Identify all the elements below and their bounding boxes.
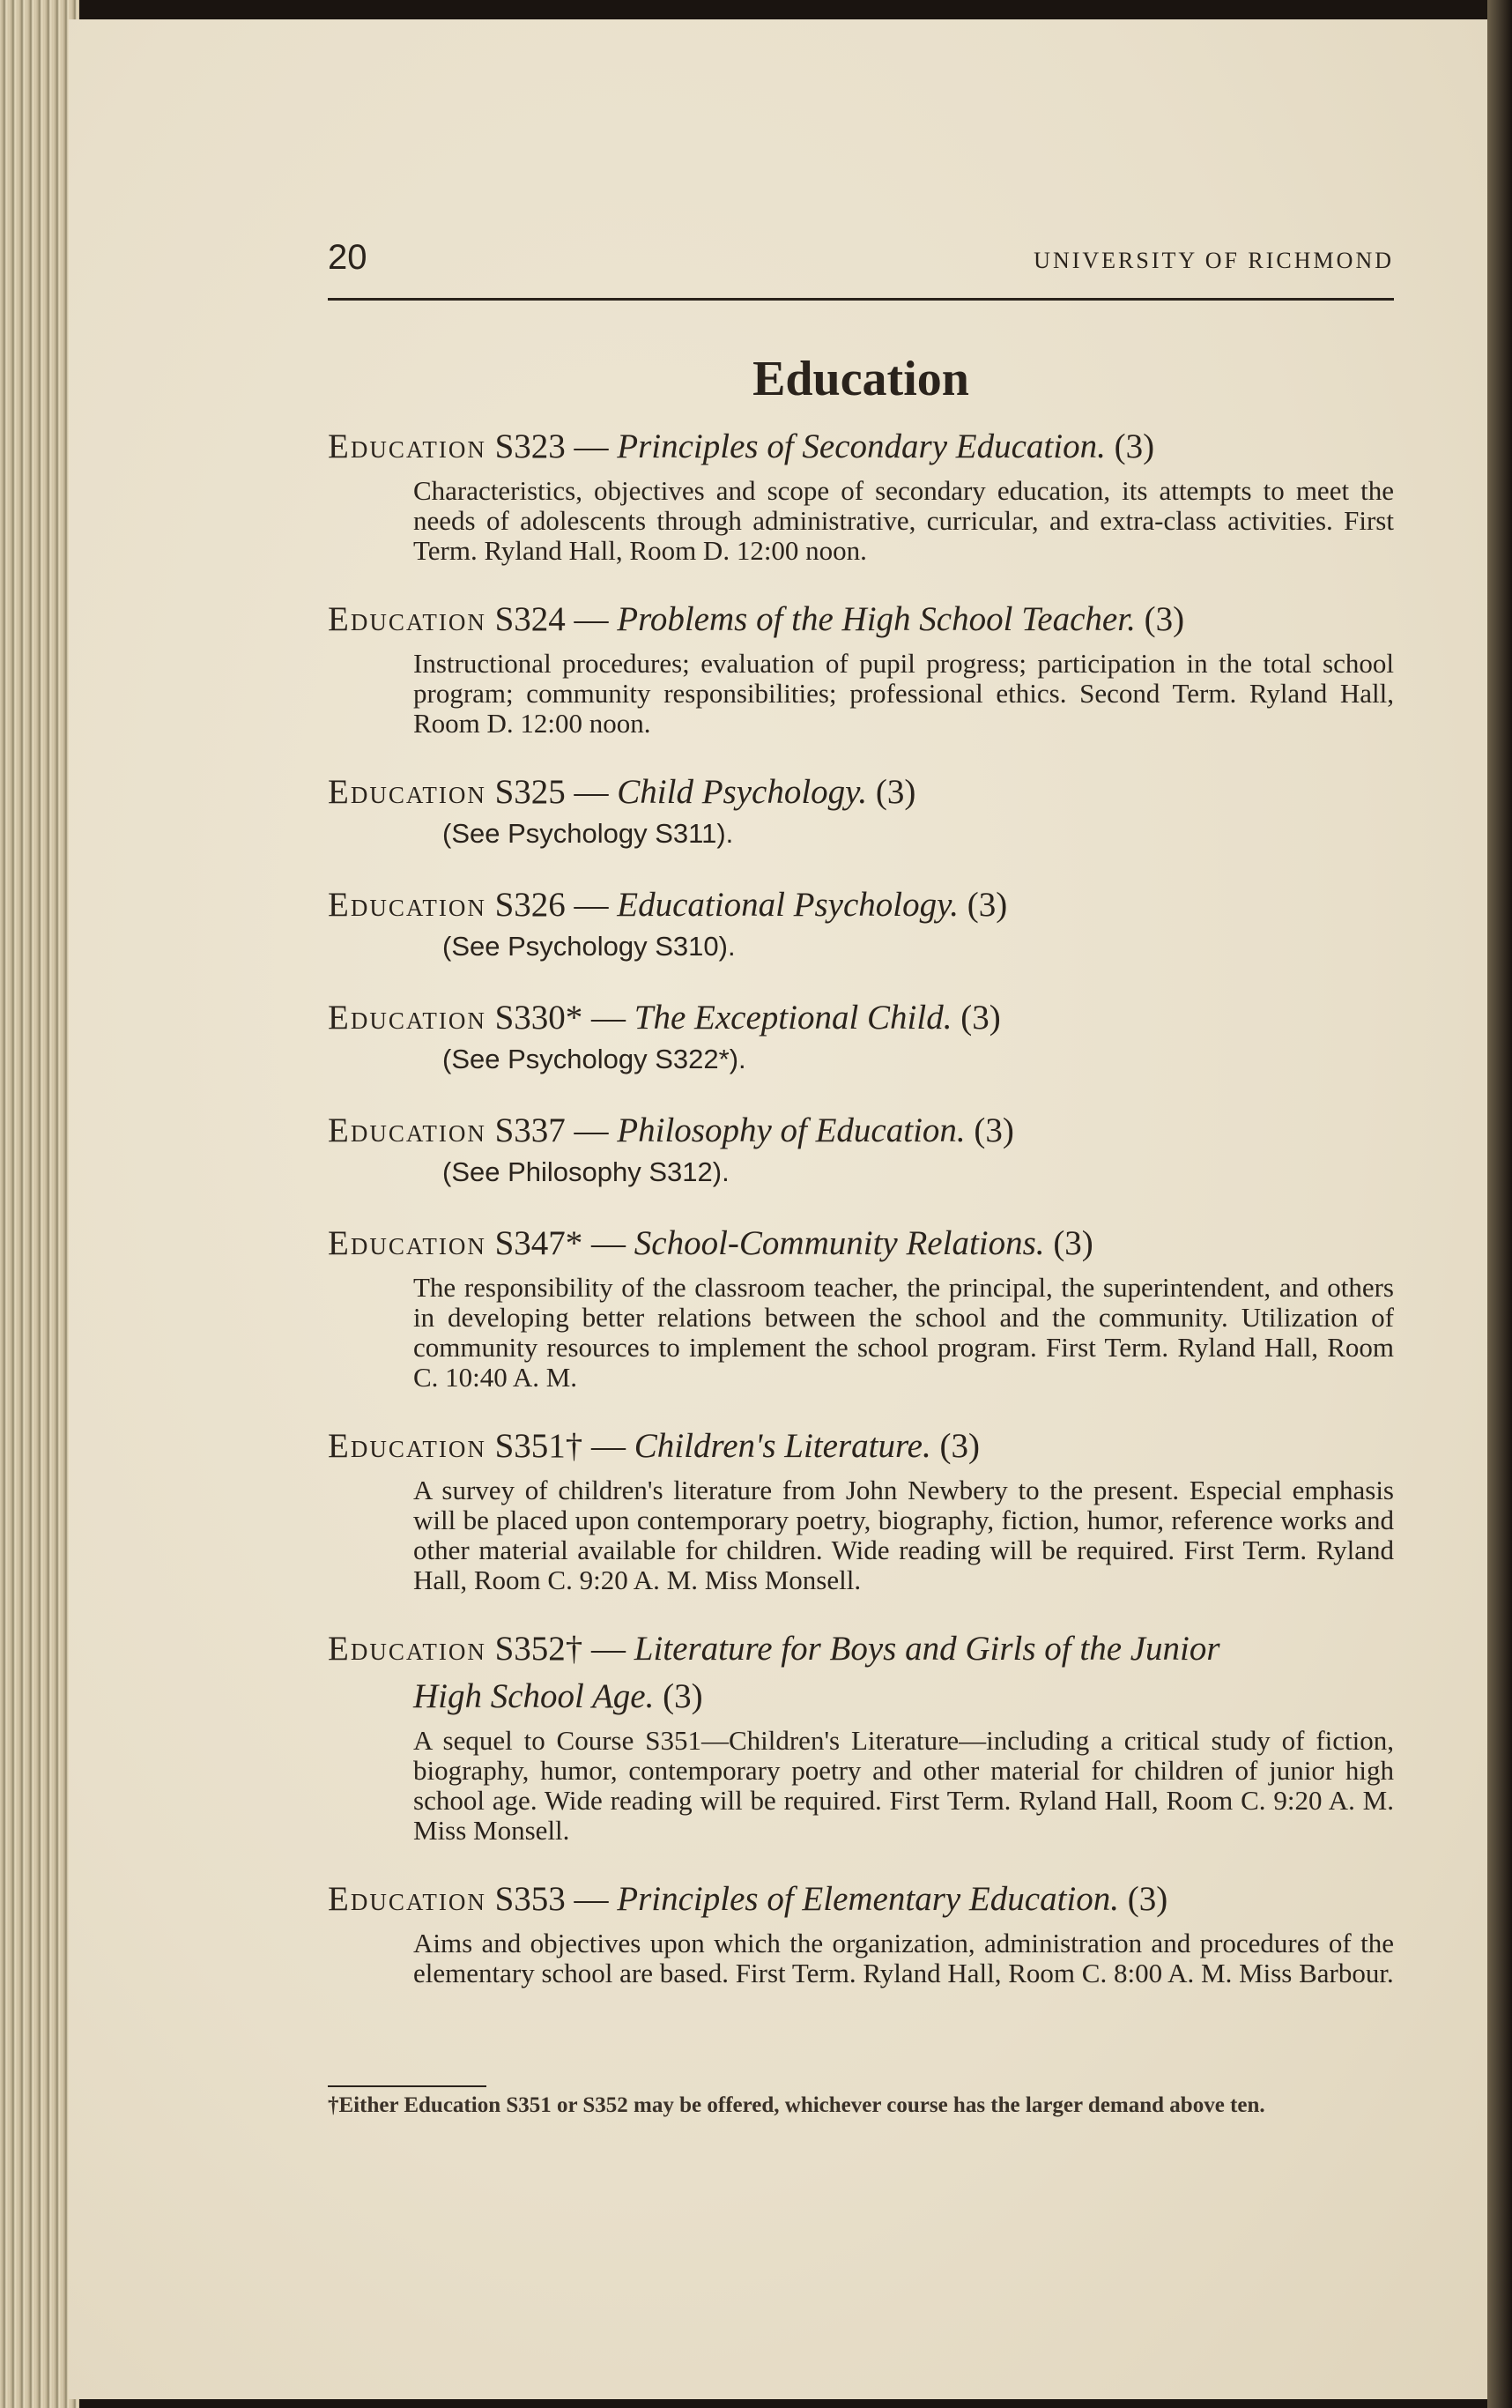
course-separator: — [582, 1427, 634, 1465]
course-number: S324 [494, 600, 566, 638]
course-see-reference: (See Psychology S322*). [442, 1044, 746, 1074]
course-description: A survey of children's literature from John Newbery to the present. Especial emphasis will be placed upon contemporary poetry, biography, fiction, humor, reference works and other material available for children. Wide reading will be required. First Term. Ryland Hall, Room C. 9:20 A. M. Miss Monsell. [413, 1475, 1394, 1595]
course-entry [328, 769, 1394, 851]
section-title: Education [752, 352, 969, 406]
course-number: S347* [494, 1224, 583, 1262]
course-entry [328, 1423, 1394, 1595]
course-separator: — [582, 1224, 634, 1262]
course-separator: — [565, 1111, 618, 1149]
course-title: Educational Psychology. [617, 886, 960, 924]
course-dept: Education [328, 1427, 486, 1465]
page-stack-edge [0, 0, 79, 2408]
course-heading-continuation [328, 1673, 1394, 1721]
course-credits: (3) [1053, 1224, 1093, 1262]
course-dept: Education [328, 1111, 486, 1149]
course-dept: Education [328, 427, 486, 465]
binding-shadow [1487, 0, 1512, 2408]
course-heading [328, 994, 1394, 1042]
course-title: Child Psychology. [617, 773, 868, 811]
course-number: S351† [494, 1427, 583, 1465]
course-description: A sequel to Course S351—Children's Literature—including a critical study of fiction, biography, humor, contemporary poetry and other material for children of junior high school age. Wide reading will be required. First Term. Ryland Hall, Room C. 9:20 A. M. Miss Monsell. [413, 1725, 1394, 1846]
page-number: 20 [328, 238, 367, 277]
course-description: Characteristics, objectives and scope of secondary education, its attempts to meet the needs of adolescents through administrative, curricular, and extra-class activities. First Term. Ryland Hall, Room D. 12:00 noon. [413, 475, 1394, 566]
course-separator: — [582, 1630, 634, 1668]
course-description: The responsibility of the classroom teacher, the principal, the superintendent, and others in developing better relations between the school and the community. Utilization of community resources to implement the school program. First Term. Ryland Hall, Room C. 10:40 A. M. [413, 1272, 1394, 1393]
course-entry [328, 1876, 1394, 1988]
footnote-divider [328, 2085, 486, 2087]
course-description: Instructional procedures; evaluation of pupil progress; participation in the total school program; community responsibilities; professional ethics. Second Term. Ryland Hall, Room D. 12:00 noon. [413, 648, 1394, 739]
course-separator: — [565, 773, 618, 811]
course-credits: (3) [663, 1677, 703, 1715]
course-number: S323 [494, 427, 566, 465]
course-separator: — [582, 999, 634, 1037]
course-number: S330* [494, 999, 583, 1037]
course-heading [328, 423, 1394, 471]
course-entry [328, 881, 1394, 964]
course-heading [328, 1625, 1394, 1721]
course-dept: Education [328, 1880, 486, 1918]
course-entry [328, 1220, 1394, 1393]
course-credits: (3) [967, 886, 1008, 924]
course-heading [328, 769, 1394, 816]
course-separator: — [565, 600, 618, 638]
course-credits: (3) [939, 1427, 980, 1465]
course-list [328, 423, 1394, 2018]
course-credits: (3) [1114, 427, 1155, 465]
course-credits: (3) [1127, 1880, 1168, 1918]
course-title: Principles of Secondary Education. [617, 427, 1106, 465]
course-credits: (3) [875, 773, 916, 811]
course-credits: (3) [1144, 600, 1185, 638]
course-see-reference: (See Philosophy S312). [442, 1156, 730, 1187]
course-heading [328, 596, 1394, 643]
footnote: †Either Education S351 or S352 may be offered, whichever course has the larger demand above ten. [328, 2093, 1265, 2117]
course-title: Problems of the High School Teacher. [617, 600, 1136, 638]
course-entry [328, 423, 1394, 566]
course-title: Principles of Elementary Education. [617, 1880, 1119, 1918]
running-head: UNIVERSITY OF RICHMOND [1034, 248, 1394, 273]
course-title: Literature for Boys and Girls of the Junior [634, 1630, 1220, 1668]
course-see-reference: (See Psychology S310). [442, 931, 736, 962]
course-entry [328, 1625, 1394, 1846]
course-heading [328, 1107, 1394, 1155]
course-number: S326 [494, 886, 566, 924]
course-number: S353 [494, 1880, 566, 1918]
course-heading [328, 1423, 1394, 1470]
course-title-continued: High School Age. [413, 1677, 655, 1715]
course-separator: — [565, 427, 618, 465]
course-dept: Education [328, 886, 486, 924]
course-heading [328, 1876, 1394, 1923]
course-dept: Education [328, 600, 486, 638]
course-separator: — [565, 1880, 618, 1918]
course-title: Philosophy of Education. [617, 1111, 966, 1149]
course-description: Aims and objectives upon which the organization, administration and procedures of the elementary school are based. First Term. Ryland Hall, Room C. 8:00 A. M. Miss Barbour. [413, 1928, 1394, 1988]
page-header [328, 236, 1394, 301]
course-number: S325 [494, 773, 566, 811]
course-entry [328, 994, 1394, 1077]
course-dept: Education [328, 999, 486, 1037]
course-credits: (3) [960, 999, 1001, 1037]
course-entry [328, 1107, 1394, 1190]
course-entry [328, 596, 1394, 739]
course-dept: Education [328, 1630, 486, 1668]
course-dept: Education [328, 1224, 486, 1262]
course-title: Children's Literature. [634, 1427, 931, 1465]
course-credits: (3) [974, 1111, 1014, 1149]
course-dept: Education [328, 773, 486, 811]
course-title: School-Community Relations. [634, 1224, 1045, 1262]
course-see-reference: (See Psychology S311). [442, 818, 734, 849]
course-number: S337 [494, 1111, 566, 1149]
course-separator: — [565, 886, 618, 924]
course-title: The Exceptional Child. [634, 999, 952, 1037]
course-heading [328, 881, 1394, 929]
course-number: S352† [494, 1630, 583, 1668]
course-heading [328, 1220, 1394, 1267]
